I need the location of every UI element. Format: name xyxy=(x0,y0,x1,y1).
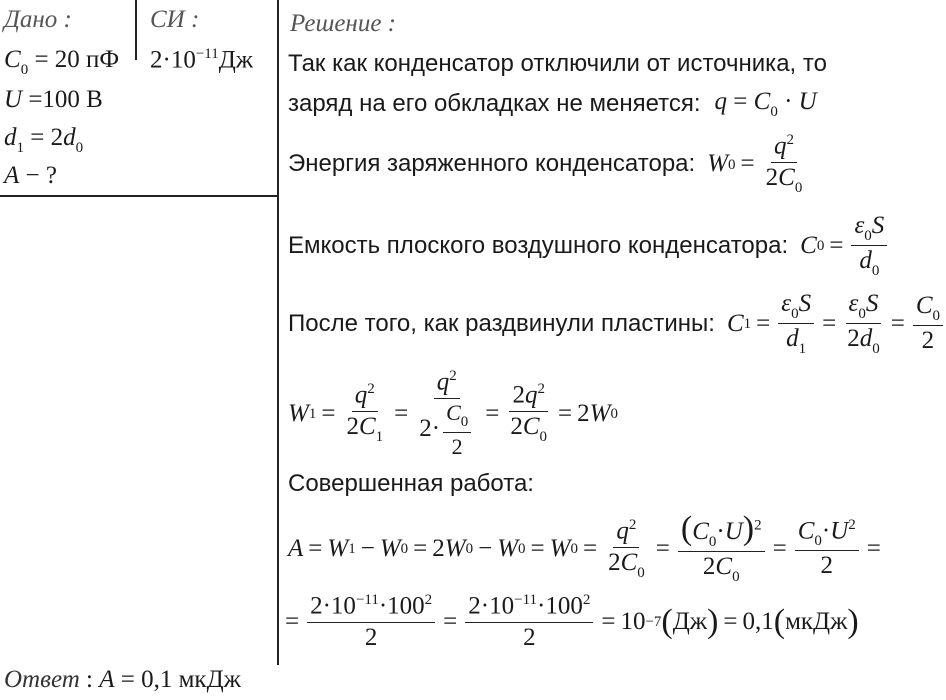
solution-line-4 xyxy=(288,212,890,280)
si-header: СИ : xyxy=(150,6,200,33)
given-u: U =100 В xyxy=(4,86,103,113)
energy-formula: W $_0$ = $\frac{q^2}{2C_0}$ xyxy=(707,132,803,197)
si-value: $2\cdot 10^{-11}Дж$ xyxy=(150,46,254,74)
work-numeric-formula: = $\frac{2\cdot 10^{-11}\cdot 100^2}{2}$ = $\frac{2\cdot 10^{-11}\cdot 100^2}{2}$ = 10 −7 ( Дж ) = 0,1 ( мкДж ) xyxy=(285,592,859,652)
answer-text: : A = 0,1 мкДж xyxy=(86,666,241,693)
si-column-divider xyxy=(277,0,279,665)
given-a: A − ? xyxy=(4,162,57,189)
solution-line-7: Совершенная работа: xyxy=(288,470,534,497)
charge-formula: $q = C_0 \cdot U$ xyxy=(714,88,817,120)
given-header: Дано : xyxy=(4,6,72,33)
solution-line-5 xyxy=(288,290,946,358)
solution-line-5-text: После того, как раздвинули пластины: xyxy=(288,309,715,337)
given-c0: $C_0 = 20$ пФ xyxy=(4,46,120,78)
solution-line-3 xyxy=(288,132,808,196)
given-column-divider xyxy=(135,0,137,60)
energy-after-formula: W $_1$ = $\frac{q^2}{2C_1}$ = $q^2$ 2· $\frac{C_0}{2}$ = $\frac{2q^2}{2C_0}$ = 2 W $_0$ xyxy=(288,368,618,459)
solution-line-3-text: Энергия заряженного конденсатора: xyxy=(288,150,696,178)
given-bottom-rule xyxy=(0,195,277,197)
answer-line xyxy=(4,666,241,694)
solution-line-2 xyxy=(288,88,817,120)
work-formula: A = W $_1$ − W $_0$ = 2 W $_0$ − W $_0$ = W $_0$ = $\frac{q^2}{2C_0}$ = $\frac{(C_0\cdot U)^2}{2C_0}$ = $\frac{C_0\cdot U^2}{2}$ = xyxy=(288,510,881,586)
given-d1: $d_1 = 2d_0$ xyxy=(4,124,84,156)
solution-header: Решение : xyxy=(290,10,397,37)
new-capacity-formula: C $_1$ = $\frac{\varepsilon_0S}{d_1}$ = $\frac{\varepsilon_0S}{2d_0}$ = $\frac{C_0}{2}$ xyxy=(727,290,946,358)
answer-label: Ответ xyxy=(4,666,80,693)
solution-line-4-text: Емкость плоского воздушного конденсатора: xyxy=(288,231,789,259)
capacity-formula: C $_0$ = $\frac{\varepsilon_0S}{d_0}$ xyxy=(800,212,890,280)
solution-line-2-text: заряд на его обкладках не меняется: xyxy=(288,90,701,117)
solution-line-1: Так как конденсатор отключили от источника, то xyxy=(288,50,827,77)
